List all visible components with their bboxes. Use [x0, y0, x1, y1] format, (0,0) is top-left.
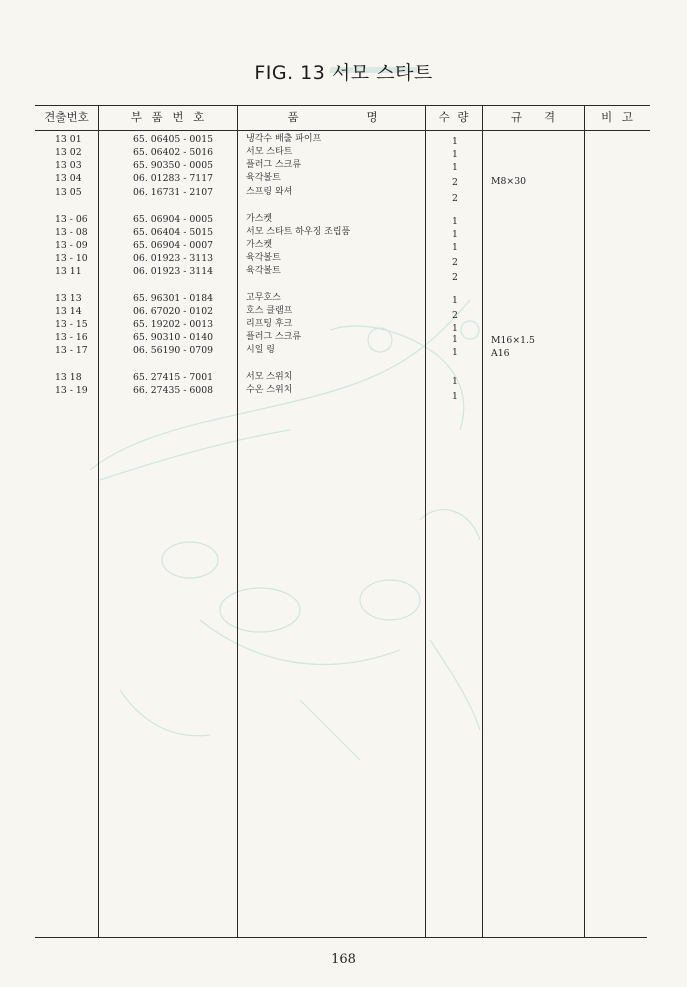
table-bottom-rule — [35, 937, 647, 938]
quantity-cell: 2 — [452, 272, 458, 283]
part-number-cell: 66. 27435 - 6008 — [133, 385, 214, 396]
header-spec: 규 격 — [510, 110, 556, 124]
quantity-cell: 1 — [452, 334, 458, 345]
part-name-cell: 스프링 와셔 — [246, 187, 293, 197]
header-remark: 비 고 — [601, 110, 633, 124]
part-number-cell: 65. 06904 - 0005 — [133, 214, 214, 225]
part-name-cell: 시일 링 — [246, 345, 275, 355]
part-number-cell: 06. 01283 - 7117 — [133, 173, 214, 184]
quantity-cell: 2 — [452, 193, 458, 204]
quantity-cell: 1 — [452, 376, 458, 387]
ref-number-cell: 13 03 — [55, 160, 82, 171]
part-number-cell: 65. 06402 - 5016 — [133, 147, 214, 158]
header-name-left: 품 — [287, 110, 299, 124]
figure-title: FIG. 13 서모 스타트 — [254, 62, 433, 84]
part-name-cell: 육각볼트 — [246, 173, 281, 183]
ref-number-cell: 13 04 — [55, 173, 82, 184]
quantity-cell: 1 — [452, 162, 458, 173]
ref-number-cell: 13 01 — [55, 134, 82, 145]
ref-number-cell: 13 - 10 — [55, 253, 88, 264]
part-name-cell: 가스켓 — [246, 214, 273, 224]
quantity-cell: 1 — [452, 347, 458, 358]
part-name-cell: 호스 클램프 — [246, 306, 293, 316]
ref-number-cell: 13 14 — [55, 306, 82, 317]
part-name-cell: 고무호스 — [246, 293, 281, 303]
part-number-cell: 65. 19202 - 0013 — [133, 319, 214, 330]
ref-number-cell: 13 - 15 — [55, 319, 88, 330]
part-name-cell: 플러그 스크류 — [246, 160, 302, 170]
part-name-cell: 플러그 스크류 — [246, 332, 302, 342]
ref-number-cell: 13 02 — [55, 147, 82, 158]
ref-number-cell: 13 - 16 — [55, 332, 88, 343]
part-number-cell: 06. 67020 - 0102 — [133, 306, 214, 317]
quantity-cell: 1 — [452, 149, 458, 160]
ref-number-cell: 13 - 19 — [55, 385, 88, 396]
part-number-cell: 65. 06405 - 0015 — [133, 134, 214, 145]
spec-cell: A16 — [491, 348, 510, 359]
part-number-cell: 65. 06904 - 0007 — [133, 240, 214, 251]
part-name-cell: 육각볼트 — [246, 253, 281, 263]
part-name-cell: 가스켓 — [246, 240, 273, 250]
part-number-cell: 65. 90310 - 0140 — [133, 332, 214, 343]
part-number-cell: 65. 06404 - 5015 — [133, 227, 214, 238]
quantity-cell: 1 — [452, 391, 458, 402]
header-name-right: 명 — [366, 110, 378, 124]
header-ref-number: 견출번호 — [44, 110, 89, 124]
quantity-cell: 2 — [452, 310, 458, 321]
part-number-cell: 06. 56190 - 0709 — [133, 345, 214, 356]
quantity-cell: 1 — [452, 323, 458, 334]
part-name-cell: 리프팅 후크 — [246, 319, 293, 329]
part-number-cell: 06. 16731 - 2107 — [133, 187, 214, 198]
ref-number-cell: 13 - 09 — [55, 240, 88, 251]
header-quantity: 수 량 — [438, 110, 469, 124]
part-name-cell: 수온 스위치 — [246, 385, 293, 395]
ref-number-cell: 13 - 06 — [55, 214, 88, 225]
column-divider — [584, 105, 585, 937]
quantity-cell: 2 — [452, 177, 458, 188]
part-number-cell: 65. 27415 - 7001 — [133, 372, 214, 383]
column-divider — [425, 105, 426, 937]
quantity-cell: 1 — [452, 242, 458, 253]
spec-cell: M16×1.5 — [491, 335, 535, 346]
ref-number-cell: 13 05 — [55, 187, 82, 198]
ref-number-cell: 13 - 08 — [55, 227, 88, 238]
header-bottom-rule — [35, 130, 650, 131]
quantity-cell: 1 — [452, 295, 458, 306]
column-divider — [98, 105, 99, 937]
part-number-cell: 65. 90350 - 0005 — [133, 160, 214, 171]
page-number: 168 — [331, 952, 356, 967]
column-divider — [237, 105, 238, 937]
column-divider — [482, 105, 483, 937]
header-part-number: 부 품 번 호 — [130, 110, 205, 124]
ref-number-cell: 13 13 — [55, 293, 82, 304]
part-name-cell: 냉각수 배출 파이프 — [246, 134, 322, 144]
part-name-cell: 육각볼트 — [246, 266, 281, 276]
ref-number-cell: 13 11 — [55, 266, 82, 277]
part-number-cell: 06. 01923 - 3113 — [133, 253, 214, 264]
quantity-cell: 1 — [452, 136, 458, 147]
part-number-cell: 06. 01923 - 3114 — [133, 266, 214, 277]
ref-number-cell: 13 - 17 — [55, 345, 88, 356]
part-name-cell: 서모 스타트 하우징 조립품 — [246, 227, 351, 237]
part-name-cell: 서모 스위치 — [246, 372, 293, 382]
quantity-cell: 1 — [452, 229, 458, 240]
part-number-cell: 65. 96301 - 0184 — [133, 293, 214, 304]
ref-number-cell: 13 18 — [55, 372, 82, 383]
spec-cell: M8×30 — [491, 176, 527, 187]
part-name-cell: 서모 스타트 — [246, 147, 293, 157]
table-top-rule — [35, 105, 650, 106]
quantity-cell: 1 — [452, 216, 458, 227]
quantity-cell: 2 — [452, 257, 458, 268]
